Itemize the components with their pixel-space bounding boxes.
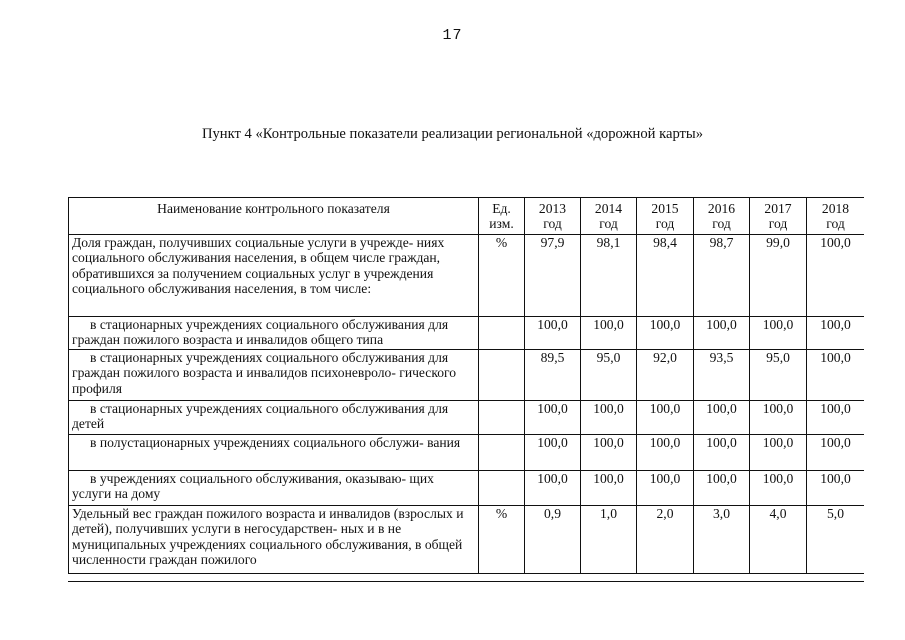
value-2013: 89,5 [525, 350, 581, 401]
value-2015: 2,0 [637, 506, 694, 574]
header-year-value: 2018 [821, 201, 850, 216]
value-2016: 3,0 [694, 506, 750, 574]
value-2015: 100,0 [637, 401, 694, 435]
value-2016: 93,5 [694, 350, 750, 401]
value-2016: 100,0 [694, 471, 750, 506]
value-2013: 100,0 [525, 401, 581, 435]
table-row [69, 235, 865, 317]
value-2018: 100,0 [807, 317, 865, 350]
table-header-row [69, 198, 865, 235]
table-row [69, 350, 865, 401]
header-year-2018 [807, 198, 865, 235]
page-number: 17 [442, 27, 463, 44]
indicator-name-text: Доля граждан, получивших социальные услуги в учрежде- ниях социального обслуживания населения, в общем числе граждан, обратившихся за получением социальных услуг в учреждения социального обслуживания населения, в том числе: [72, 235, 445, 297]
value-2014: 1,0 [581, 506, 637, 574]
section-heading: Пункт 4 «Контрольные показатели реализации региональной «дорожной карты» [201, 126, 704, 142]
header-unit-line1: Ед. [492, 201, 511, 216]
table-row [69, 471, 865, 506]
header-year-sub: год [543, 216, 562, 232]
value-2014: 98,1 [581, 235, 637, 317]
indicator-name [69, 350, 479, 401]
value-2018: 5,0 [807, 506, 865, 574]
indicator-name [69, 471, 479, 506]
value-2014: 95,0 [581, 350, 637, 401]
indicator-name [69, 401, 479, 435]
header-year-value: 2013 [538, 201, 567, 216]
indicator-unit [479, 401, 525, 435]
value-2018: 100,0 [807, 350, 865, 401]
table-row [69, 401, 865, 435]
value-2016: 100,0 [694, 317, 750, 350]
value-2018: 100,0 [807, 471, 865, 506]
value-2015: 100,0 [637, 435, 694, 471]
value-2017: 100,0 [750, 471, 807, 506]
table-row [69, 506, 865, 574]
indicator-unit [479, 435, 525, 471]
value-2016: 98,7 [694, 235, 750, 317]
value-2013: 100,0 [525, 317, 581, 350]
header-year-value: 2016 [707, 201, 736, 216]
header-indicator-name: Наименование контрольного показателя [69, 198, 479, 235]
value-2013: 100,0 [525, 435, 581, 471]
value-2014: 100,0 [581, 401, 637, 435]
value-2013: 100,0 [525, 471, 581, 506]
value-2015: 98,4 [637, 235, 694, 317]
header-year-sub: год [712, 216, 731, 232]
value-2016: 100,0 [694, 401, 750, 435]
indicator-name-text: в стационарных учреждениях социального обслуживания для граждан пожилого возраста и инвалидов психоневроло- гического профиля [72, 350, 457, 396]
header-year-sub: год [599, 216, 618, 232]
indicator-unit: % [479, 235, 525, 317]
header-year-2014 [581, 198, 637, 235]
header-year-value: 2017 [764, 201, 792, 216]
value-2015: 100,0 [637, 317, 694, 350]
indicator-unit: % [479, 506, 525, 574]
value-2017: 4,0 [750, 506, 807, 574]
value-2018: 100,0 [807, 401, 865, 435]
header-year-2016 [694, 198, 750, 235]
value-2018: 100,0 [807, 235, 865, 317]
header-unit [479, 198, 525, 235]
header-year-sub: год [655, 216, 675, 232]
header-year-2017 [750, 198, 807, 235]
value-2016: 100,0 [694, 435, 750, 471]
indicator-name-text: в стационарных учреждениях социального обслуживания для граждан пожилого возраста и инвалидов общего типа [72, 317, 449, 348]
indicator-unit [479, 350, 525, 401]
value-2017: 99,0 [750, 235, 807, 317]
indicator-name [69, 235, 479, 317]
header-year-sub: год [826, 216, 845, 232]
value-2014: 100,0 [581, 435, 637, 471]
indicator-name-text: в учреждениях социального обслуживания, оказываю- щих услуги на дому [72, 471, 434, 502]
value-2017: 100,0 [750, 317, 807, 350]
header-unit-line2: изм. [489, 216, 514, 232]
table-row [69, 317, 865, 350]
indicators-table-container [68, 197, 864, 582]
value-2014: 100,0 [581, 471, 637, 506]
header-year-value: 2015 [651, 201, 679, 216]
value-2013: 97,9 [525, 235, 581, 317]
header-year-2015 [637, 198, 694, 235]
value-2013: 0,9 [525, 506, 581, 574]
indicator-unit [479, 471, 525, 506]
indicator-name-text: Удельный вес граждан пожилого возраста и инвалидов (взрослых и детей), получивших услуги в негосударствен- ных и в не муниципальных учреждениях социального обслуживания, в общей численности граждан пожилого [72, 506, 464, 568]
value-2017: 95,0 [750, 350, 807, 401]
value-2018: 100,0 [807, 435, 865, 471]
header-year-2013 [525, 198, 581, 235]
indicators-table [68, 197, 864, 574]
header-year-sub: год [768, 216, 788, 232]
indicator-name-text: в полустационарных учреждениях социального обслужи- вания [90, 435, 461, 450]
indicator-unit [479, 317, 525, 350]
indicator-name [69, 435, 479, 471]
header-year-value: 2014 [594, 201, 623, 216]
value-2017: 100,0 [750, 435, 807, 471]
value-2017: 100,0 [750, 401, 807, 435]
value-2015: 100,0 [637, 471, 694, 506]
indicator-name [69, 317, 479, 350]
table-row [69, 435, 865, 471]
indicator-name-text: в стационарных учреждениях социального обслуживания для детей [72, 401, 449, 432]
indicator-name [69, 506, 479, 574]
value-2014: 100,0 [581, 317, 637, 350]
value-2015: 92,0 [637, 350, 694, 401]
